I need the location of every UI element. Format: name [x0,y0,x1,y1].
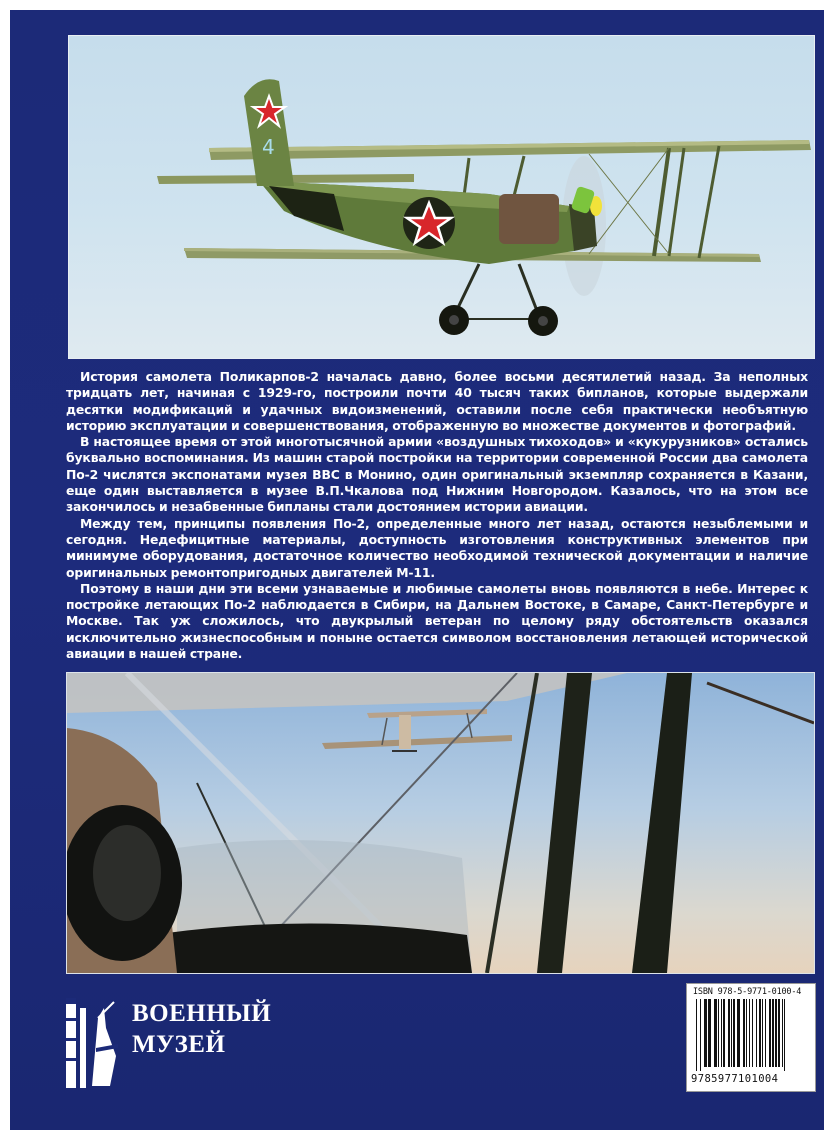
barcode-bar [718,999,719,1067]
barcode-bar [772,999,774,1067]
barcode-bar [728,999,730,1067]
isbn-barcode-box [686,983,816,1092]
logo-emblem-icon [66,998,124,1088]
barcode-bar [759,999,761,1067]
barcode-bar [704,999,707,1067]
barcode-bar [782,999,783,1067]
barcode-bar [696,999,697,1071]
history-text [66,369,808,662]
paragraph-2: В настоящее время от этой многотысячной армии «воздушных тихоходов» и «кукурузников» остались буквально воспоминания. Из машин старой постройки на территории современной России два самолета По-2 числятся экспонатами музея ВВС в Монино, один оригинальный экземпляр сохраняется в Казани, еще один выставляется в музее В.П.Чкалова под Нижним Новгородом. Казалось, что на этом все закончилось и незабвенные бипланы стали достоянием истории авиации. [66,434,808,515]
barcode-bar [743,999,745,1067]
logo-wordmark [132,998,271,1060]
barcode-bar [708,999,711,1067]
logo-line-2: МУЗЕЙ [132,1031,226,1058]
barcode-bar [700,999,701,1071]
voenny-muzey-logo [66,998,272,1090]
cockpit-view-illustration [67,673,814,973]
top-photo-po2-biplane [68,35,815,359]
barcode-bar [778,999,780,1067]
barcode-bar [714,999,717,1067]
barcode [696,999,806,1071]
tail-number: 4 [262,135,275,159]
barcode-bar [737,999,740,1067]
barcode-bar [721,999,722,1067]
paragraph-4: Поэтому в наши дни эти всеми узнаваемые и любимые самолеты вновь появляются в небе. Интерес к постройке летающих По-2 наблюдается в Сибири, на Дальнем Востоке, в Самаре, Санкт-Петербурге и Москве. Так уж сложилось, что двукрылый ветеран по целому ряду обстоятельств оказался исключительно жизнеспособным и поныне остается символом восстановления летающей исторической авиации в нашей стране. [66,580,808,662]
isbn-label: ISBN 978-5-9771-0100-4 [693,987,802,997]
distant-biplane [322,709,512,751]
paragraph-3: Между тем, принципы появления По-2, определенные много лет назад, остаются незыблемыми и сегодня. Недефицитные материалы, доступность изготовления конструктивных элементов при минимуме оборудования, достаточное количество необходимой технической документации и наличие оригинальных ремонтопригодных двигателей М-11. [66,515,808,580]
isbn-digits: 9785977101004 [691,1073,779,1085]
barcode-bar [775,999,777,1067]
barcode-bar [769,999,771,1067]
barcode-bar [756,999,757,1067]
barcode-bar [784,999,785,1071]
barcode-bar [765,999,766,1067]
logo-line-1: ВОЕННЫЙ [132,1000,272,1027]
barcode-bar [762,999,763,1067]
biplane-illustration [69,36,814,358]
bottom-photo-cockpit-view [66,672,815,974]
paragraph-1: История самолета Поликарпов-2 началась давно, более восьми десятилетий назад. За неполных тридцать лет, начиная с 1929-го, построили почти 40 тысяч таких бипланов, которые выдержали десятки модификаций и удачных видоизменений, оставили после себя практически необъятную историю эксплуатации и совершенствования, отображенную во множестве документов и фотографий. [66,369,808,433]
barcode-bar [752,999,753,1067]
barcode-bar [746,999,747,1067]
barcode-bar [749,999,750,1067]
barcode-bar [733,999,735,1067]
barcode-bar [723,999,725,1067]
barcode-bar [731,999,732,1067]
